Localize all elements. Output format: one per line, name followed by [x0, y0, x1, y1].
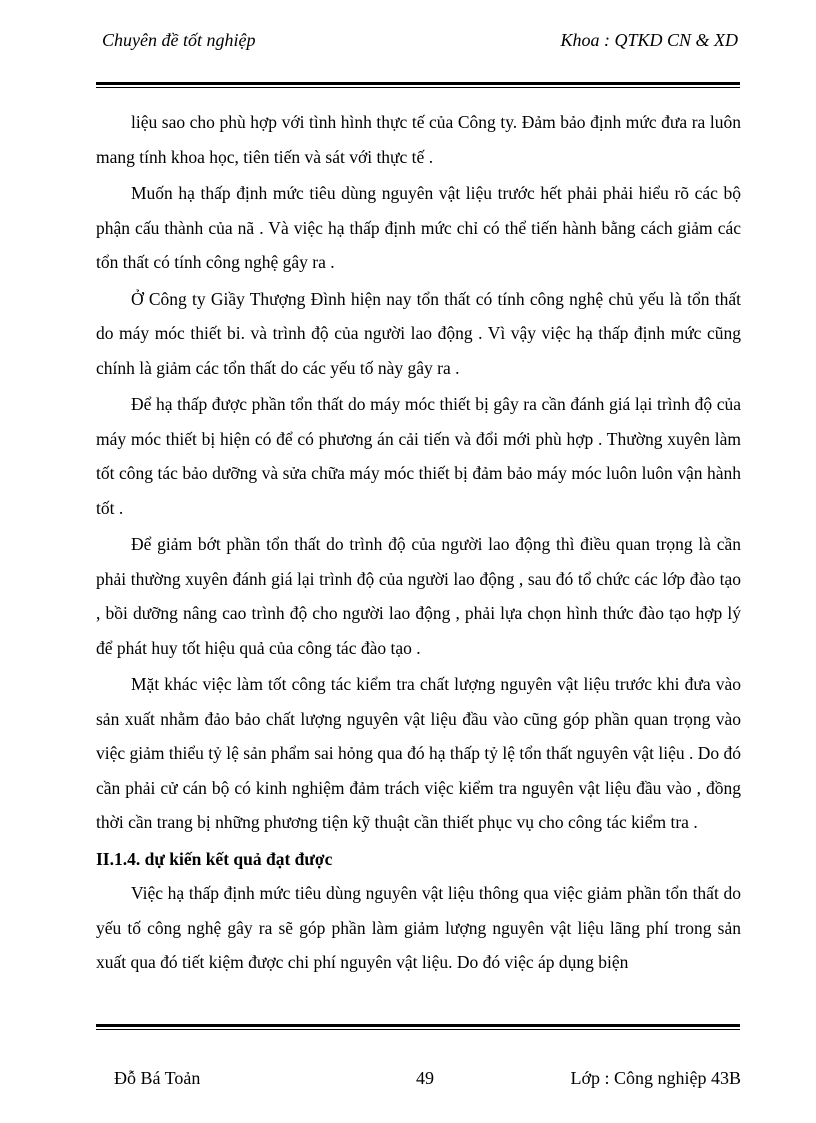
footer-class: Lớp : Công nghiệp 43B	[570, 1068, 741, 1088]
document-body	[96, 105, 741, 982]
footer-divider	[96, 1024, 740, 1027]
page-footer	[96, 1068, 741, 1096]
footer-author: Đỗ Bá Toản	[114, 1068, 201, 1088]
section-paragraph: Việc hạ thấp định mức tiêu dùng nguyên vật liệu thông qua việc giảm phần tổn thất do yếu tố công nghệ gây ra sẽ góp phần làm giảm lượng nguyên vật liệu lãng phí trong sản xuất qua đó tiết kiệm được chi phí nguyên vật liệu. Do đó việc áp dụng biện	[96, 883, 741, 972]
header-title: Chuyên đề tốt nghiệp	[102, 30, 256, 50]
paragraph-2: Muốn hạ thấp định mức tiêu dùng nguyên vật liệu trước hết phải phải hiểu rõ các bộ phận cấu thành của nã . Và việc hạ thấp định mức chỉ có thể tiến hành bằng cách giảm các tổn thất có tính công nghệ gây ra .	[96, 183, 741, 272]
header-faculty: Khoa : QTKD CN & XD	[560, 30, 738, 50]
section-heading: II.1.4. dự kiến kết quả đạt được	[96, 848, 333, 869]
page-number: 49	[416, 1068, 434, 1088]
paragraph-1: liệu sao cho phù hợp với tình hình thực tế của Công ty. Đảm bảo định mức đưa ra luôn mang tính khoa học, tiên tiến và sát với thực tế .	[96, 112, 741, 167]
paragraph-6: Mặt khác việc làm tốt công tác kiểm tra chất lượng nguyên vật liệu trước khi đưa vào sản xuất nhằm đảo bảo chất lượng nguyên vật liệu đầu vào cũng góp phần quan trọng vào việc giảm thiểu tỷ lệ sản phẩm sai hỏng qua đó hạ thấp tỷ lệ tổn thất nguyên vật liệu . Do đó cần phải cử cán bộ có kinh nghiệm đảm trách việc kiểm tra nguyên vật liệu đầu vào , đồng thời cần trang bị những phương tiện kỹ thuật cần thiết phục vụ cho công tác kiểm tra .	[96, 674, 741, 832]
paragraph-3: Ở Công ty Giầy Thượng Đình hiện nay tổn thất có tính công nghệ chủ yếu là tổn thất do máy móc thiết bi. và trình độ của người lao động . Vì vậy việc hạ thấp định mức cũng chính là giảm các tổn thất do các yếu tố này gây ra .	[96, 288, 741, 378]
paragraph-4: Để hạ thấp được phần tổn thất do máy móc thiết bị gây ra cần đánh giá lại trình độ của máy móc thiết bị hiện có để có phương án cải tiến và đổi mới phù hợp . Thường xuyên làm tốt công tác bảo dưỡng và sửa chữa máy móc thiết bị đảm bảo máy móc luôn luôn vận hành tốt .	[96, 394, 741, 518]
paragraph-5: Để giảm bớt phần tổn thất do trình độ của người lao động thì điều quan trọng là cần phải thường xuyên đánh giá lại trình độ của người lao động , sau đó tổ chức các lớp đào tạo , bồi dưỡng nâng cao trình độ cho người lao động , phải lựa chọn hình thức đào tạo hợp lý để phát huy tốt hiệu quả của công tác đào tạo .	[96, 534, 741, 658]
page-header	[96, 30, 740, 58]
header-divider	[96, 82, 740, 85]
